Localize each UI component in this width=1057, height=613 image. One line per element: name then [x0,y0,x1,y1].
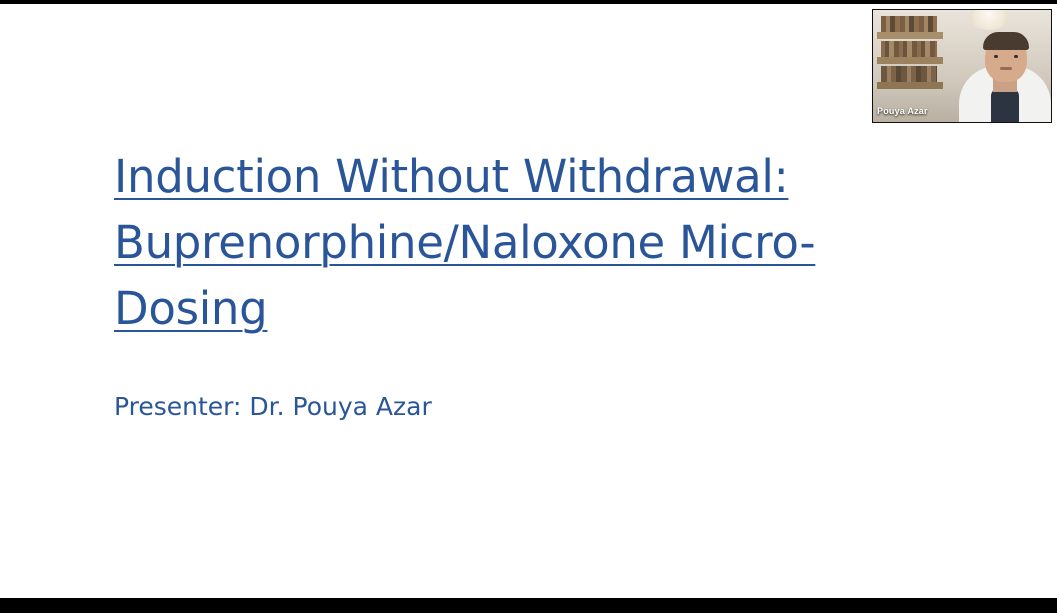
letterbox-bottom [0,598,1057,613]
presenter-hair [983,32,1029,50]
participant-name-label: Pouya Azar [877,106,928,116]
bookshelf-shelf-icon [877,57,943,64]
bookshelf-shelf-icon [877,32,943,39]
presenter-eye-left [994,55,998,58]
presentation-slide [0,4,1057,598]
books-icon [881,16,937,32]
page-title: Induction Without Withdrawal: Buprenorphine/Naloxone Micro-Dosing [114,150,816,335]
bookshelf-shelf-icon [877,82,943,89]
slide-text-block [114,144,904,424]
presenter-eye-right [1014,55,1018,58]
books-icon [881,66,937,82]
presenter-video-thumbnail[interactable] [873,10,1051,122]
presenter-mouth [1000,67,1012,70]
presenter-shirt [991,88,1019,122]
presenter-label: Presenter: Dr. Pouya Azar [114,392,432,421]
books-icon [881,41,937,57]
